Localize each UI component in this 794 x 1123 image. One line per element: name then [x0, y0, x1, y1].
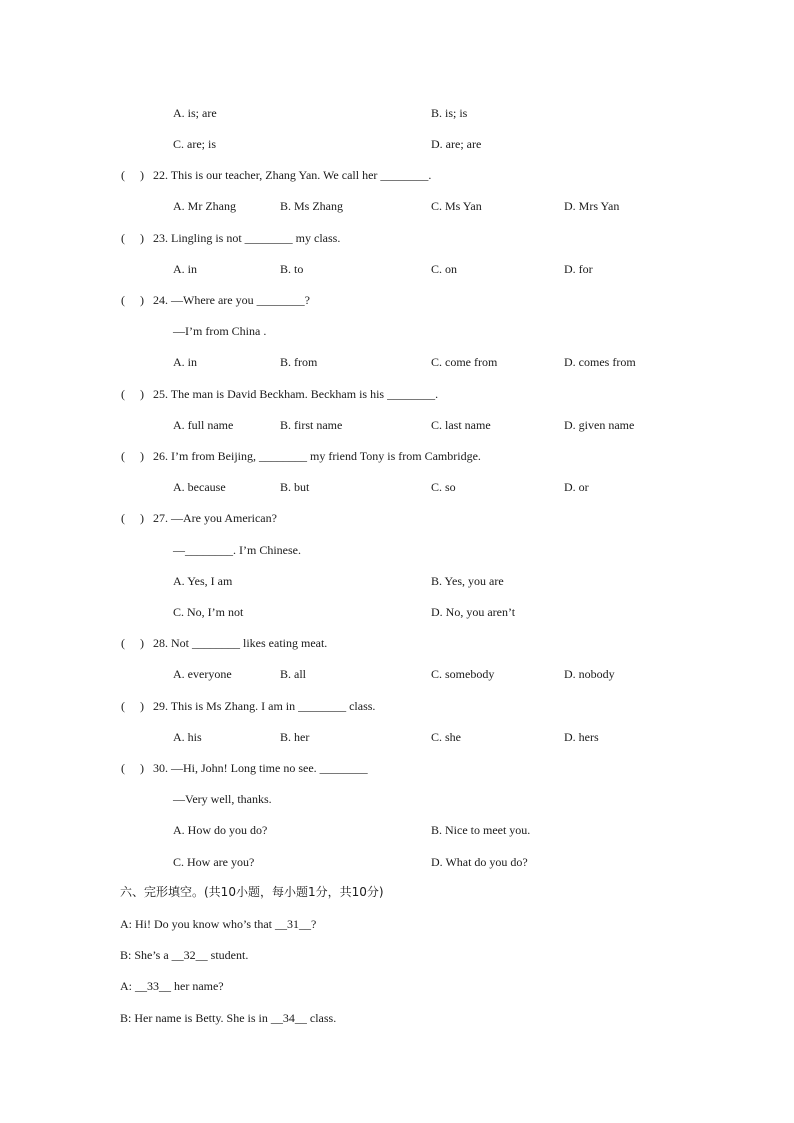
option-d: D. given name	[564, 418, 635, 432]
question-stem: 27. —Are you American?	[153, 511, 277, 525]
option-c: C. so	[431, 480, 456, 494]
dialogue-line: B: She’s a __32__ student.	[120, 948, 249, 962]
option-c: C. come from	[431, 355, 498, 369]
question-stem: 22. This is our teacher, Zhang Yan. We call her ________.	[153, 168, 432, 182]
option-a: A. because	[173, 480, 226, 494]
option-d: D. Mrs Yan	[564, 199, 620, 213]
question-stem: 30. —Hi, John! Long time no see. ________	[153, 761, 368, 775]
option-a: A. in	[173, 355, 197, 369]
option-b: B. all	[280, 667, 306, 681]
option-b: B. but	[280, 480, 310, 494]
answer-paren[interactable]: ( )	[121, 168, 144, 182]
option-b: B. Nice to meet you.	[431, 823, 531, 837]
option-a: A. How do you do?	[173, 823, 268, 837]
answer-paren[interactable]: ( )	[121, 449, 144, 463]
option-c: C. she	[431, 730, 461, 744]
dialogue-line: B: Her name is Betty. She is in __34__ class.	[120, 1011, 337, 1025]
option-d: D. nobody	[564, 667, 615, 681]
answer-paren[interactable]: ( )	[121, 636, 144, 650]
option-b: B. Yes, you are	[431, 574, 504, 588]
dialogue-line: A: __33__ her name?	[120, 979, 224, 993]
option-d: D. comes from	[564, 355, 636, 369]
option-d: D. No, you aren’t	[431, 605, 516, 619]
q21-option-a: A. is; are	[173, 106, 217, 120]
option-c: C. No, I’m not	[173, 605, 244, 619]
option-a: A. his	[173, 730, 202, 744]
option-a: A. Yes, I am	[173, 574, 233, 588]
q21-option-d: D. are; are	[431, 137, 482, 151]
option-b: B. her	[280, 730, 310, 744]
question-stem: 23. Lingling is not ________ my class.	[153, 231, 341, 245]
dialogue-response: —Very well, thanks.	[173, 792, 272, 806]
question-stem: 29. This is Ms Zhang. I am in ________ class.	[153, 699, 376, 713]
answer-paren[interactable]: ( )	[121, 761, 144, 775]
option-d: D. hers	[564, 730, 599, 744]
option-c: C. Ms Yan	[431, 199, 482, 213]
section-heading: 六、完形填空。(共10小题，每小题1分，共10分)	[120, 885, 384, 899]
option-a: A. everyone	[173, 667, 232, 681]
option-b: B. first name	[280, 418, 343, 432]
option-b: B. to	[280, 262, 304, 276]
option-a: A. in	[173, 262, 197, 276]
option-b: B. Ms Zhang	[280, 199, 343, 213]
answer-paren[interactable]: ( )	[121, 699, 144, 713]
answer-paren[interactable]: ( )	[121, 293, 144, 307]
question-stem: 28. Not ________ likes eating meat.	[153, 636, 328, 650]
answer-paren[interactable]: ( )	[121, 231, 144, 245]
option-d: D. or	[564, 480, 589, 494]
option-c: C. on	[431, 262, 458, 276]
option-a: A. Mr Zhang	[173, 199, 236, 213]
question-stem: 24. —Where are you ________?	[153, 293, 310, 307]
answer-paren[interactable]: ( )	[121, 387, 144, 401]
dialogue-response: —I’m from China .	[173, 324, 267, 338]
question-stem: 25. The man is David Beckham. Beckham is his ________.	[153, 387, 439, 401]
option-c: C. How are you?	[173, 855, 255, 869]
option-c: C. somebody	[431, 667, 495, 681]
option-d: D. What do you do?	[431, 855, 528, 869]
answer-paren[interactable]: ( )	[121, 511, 144, 525]
option-d: D. for	[564, 262, 593, 276]
dialogue-line: A: Hi! Do you know who’s that __31__?	[120, 917, 317, 931]
option-a: A. full name	[173, 418, 234, 432]
q21-option-b: B. is; is	[431, 106, 468, 120]
option-c: C. last name	[431, 418, 491, 432]
option-b: B. from	[280, 355, 318, 369]
q21-option-c: C. are; is	[173, 137, 216, 151]
question-stem: 26. I’m from Beijing, ________ my friend Tony is from Cambridge.	[153, 449, 481, 463]
dialogue-response: —________. I’m Chinese.	[173, 543, 301, 557]
